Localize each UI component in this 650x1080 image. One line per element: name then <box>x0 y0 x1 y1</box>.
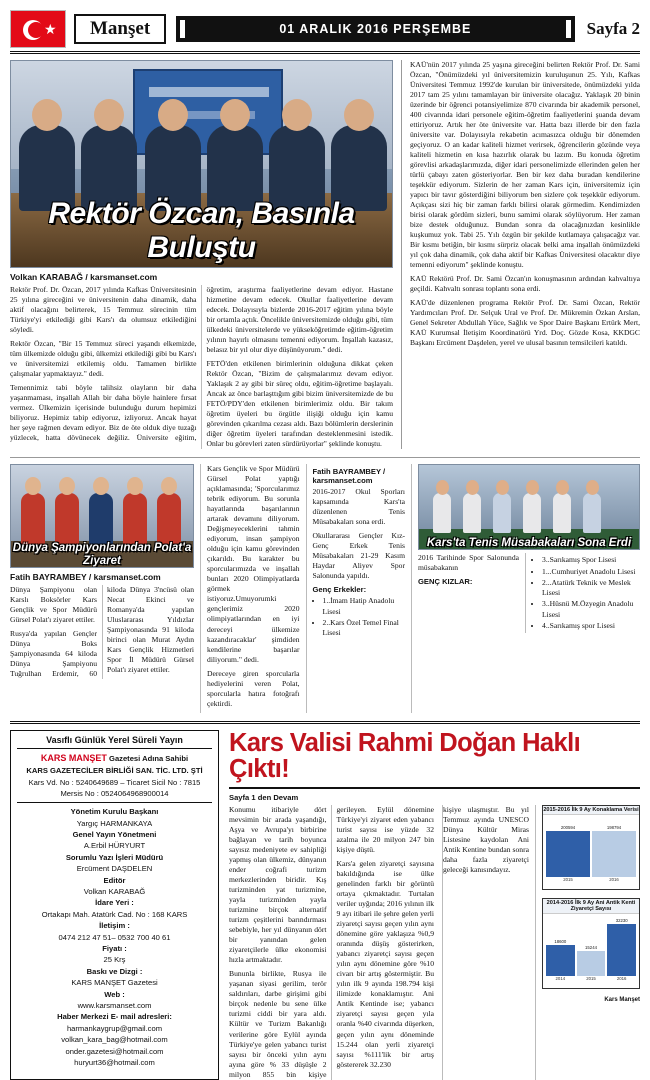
tenis-body: Okullararası Gençler Kız- Genç Erkek Tenis Müsabakaları 21-29 Kasım Haydar Aliyev Spor Salonunda yapıldı. <box>312 531 406 581</box>
lead-paragraph: KAÜ'nün 2017 yılında 25 yaşına gireceğini belirten Rektör Prof. Dr. Sami Özcan, "Önümüzdeki yıl üniversitemizin kuruluşunun 25. Yılı, Kafkas Üniversitesi Temmuz 1992'de kurulan bir üniversitede, önümüzdeki yılda 2017 tam 25 yılını tamamlayan bir üniversite olacağız. Yaklaşık 20 binin üzerinde bir öğrenci potansiyelimize 870 civarında bir akademik personel, 400 civarında idari personele eğitim-öğretim faaliyetlerini şuanda devam ettiriyoruz. Artık her öte üniversite var. Hatta bazı illerde bir den fazla üniversite var. Dolayısıyla rekabetin acımasızca olduğu bir dönemden geçiyoruz. O an kadar kaliteli hizmet verirsek, öğrencilerin gözünde veya kaliteli hizmetin en kısa hazırlık olarak bu lazım. Bu konuda öğretim görevlisi arkadaşlarımızda, diğer idari personelimizde ellerinden gelen her türlü çabayı zaten gösteriyorlar. Ben bir kez daha buradan kendilerine teşekkür ediyorum. Sizlerin de her zaman Kars için, üniversitemiz için yapıcı bir tavır gösterdiğini biliyorum ben sizlere çok teşekkür ediyorum. Açıkçası sizi hiç bir zaman farklı bilirsi olarak görmedim. Kendimizden birisi olarak gördüm sizleri, bunu samimi olarak söylüyorum. Her zaman bize destek olduğunuz. Bundan sonra da olacağınızdan kesinlikle kuşkumuz yok. Tabi 25. Yılı özgün bir şekilde kutlamaya çalışacağız var. Bir kısmı betiğin, bir kısmı sürpriz olacak belki ama inşallah önümüzdeki yıl çok daha dinamik, çok daha aktif bir Kafkas Üniversitesi olacaktır diye temenni ediyorum" şeklinde konuştu. <box>410 60 640 270</box>
page-number: Sayfa 2 <box>586 18 640 38</box>
chart-ani-ziyaretci <box>542 898 640 989</box>
imprint-title: Vasıflı Günlük Yerel Süreli Yayın <box>17 735 212 749</box>
imprint-contact-label: Haber Merkezi E- mail adresleri: <box>57 1012 172 1022</box>
imprint-email[interactable]: volkan_kara_bag@hotmail.com <box>61 1035 168 1045</box>
chart-konaklama <box>542 805 640 890</box>
polat-photo <box>10 464 194 568</box>
bar-value: 15244 <box>585 944 597 950</box>
lead-story <box>10 60 640 449</box>
bar-value: 198794 <box>606 825 622 831</box>
bar-value: 200594 <box>560 824 576 830</box>
genc-kizlar-label: GENÇ KIZLAR: <box>418 577 473 587</box>
polat-quote: Kars Gençlik ve Spor Müdürü Gürsel Polat yaptığı açıklamasında; 'Sporcularımız tebrik ediyorum. Bu sorunla hayatlarında başarılarının artarak devamını diliyorum. Değişmeyeceklerini tahmin ediyorum, insan şampiyon olduğu için kamu görevinden çıkarıldı. Bu karakter bu sporcularımızda ve inşallah bunları 2020 Olimpiyatlarda görmek istiyoruz.Umuyorumki gençlerimiz 2020 olimpiyatlarından en iyi dereceyi ülkemize kazandıracaklar' şimdiden kendilerine başarılar diliyorum." dedi. <box>207 464 300 664</box>
list-item: • 2..Kars Özel Temel Final Lisesi <box>323 618 406 639</box>
imprint-role-label: Web : <box>104 989 125 999</box>
lead-photo <box>10 60 393 268</box>
imprint-role-label: Sorumlu Yazı İşleri Müdürü <box>65 852 164 862</box>
list-item: • 4..Sarıkamış spor Lisesi <box>542 621 640 631</box>
imprint-role-label: Baskı ve Dizgi : <box>86 966 143 976</box>
tenis-byline: Fatih BAYRAMBEY / karsmanset.com <box>312 467 386 486</box>
bottom-section <box>10 721 640 1080</box>
imprint-role-value: KARS MANŞET Gazetesi <box>71 978 158 988</box>
issue-date: 01 ARALIK 2016 PERŞEMBE <box>176 16 574 42</box>
imprint-tax: Kars Vd. No : 5240649689 – Ticaret Sicil No : 7815 <box>28 777 201 787</box>
imprint-role-value: Yargıç HARMANKAYA <box>76 818 153 828</box>
vali-headline: Kars Valisi Rahmi Doğan Haklı Çıktı! <box>229 730 640 790</box>
nameplate: Manşet <box>74 14 166 44</box>
imprint-role-label: Editör <box>103 875 126 885</box>
story-polat-continued <box>201 464 307 712</box>
polat-byline: Fatih BAYRAMBEY / karsmanset.com <box>10 572 161 583</box>
axis-tick-label: 2016 <box>616 976 627 982</box>
vali-paragraph: kişiye ulaşmıştır. Bu yıl Temmuz ayında UNESCO Dünya Kültür Miras Listesine kaydolan Ani Antik Kentine bundan sonra daha fazla ziyaretçi geleceği kanısındayız. <box>443 805 529 875</box>
story-polat <box>10 464 201 712</box>
lead-paragraph: FETÖ'den etkilenen birimlerinin olduğuna dikkat çeken Rektör Özcan, "Bizim de çalışmalarımız devam ediyor. Yaklaşık 2 ay gibi bir süreç oldu, eğitim-öğretime başlayalı. Ancak az önce barlaşttığım gibi bizim üniversitemizde de bu FETÖ/PDY'den etkilenen birimlerimiz oldu. Bir takım öğretim üyeleri bu örgütle ilişiği olduğu için kamu görevinden çıkarılma cezası aldı. Bazı bölümlerin derslerinin diğer öğretim üyeleri tarafından desteklenmesini istedik. Onlar bu görevleri zaten sürdürüyorlar" şeklinde konuştu. <box>206 359 393 449</box>
list-item: • 1..İmam Hatip Anadolu Lisesi <box>323 596 406 617</box>
axis-tick-label: 2014 <box>555 976 566 982</box>
imprint-owner-brand: KARS MANŞET <box>40 752 107 763</box>
vali-jumpline: Sayfa 1 den Devam <box>229 793 299 803</box>
axis-tick-label: 2016 <box>609 877 619 883</box>
masthead <box>10 8 640 54</box>
chart-title: 2015-2016 İlk 9 Ay Konaklama Verisi <box>543 807 639 814</box>
axis-tick-label: 2015 <box>586 976 596 982</box>
turkish-flag-icon: ★ <box>10 10 66 48</box>
secondary-stories <box>10 457 640 712</box>
lead-headline: Rektör Özcan, Basınla Buluştu <box>48 197 355 264</box>
imprint-email[interactable]: harmankaygrup@gmail.com <box>66 1023 163 1033</box>
imprint-email[interactable]: onder.gazetesi@hotmail.com <box>65 1046 164 1056</box>
lead-paragraph: Rektör Özcan, "Bir 15 Temmuz süreci yaşandı elkemizde, tüm ülkemizde olduğu gibi, ülkemizi etkilediği gibi bu Kars'ı ve üniversitemizi etkilemiş oldu. Tamamen birlikte çalışmalar yapmaktayız." dedi. <box>10 339 197 379</box>
tenis-results-label: Genç Erkekler: <box>312 585 367 595</box>
imprint-company: KARS GAZETECİLER BİRLİĞİ SAN. TİC. LTD. ŞTİ <box>26 766 203 776</box>
lead-paragraph: Rektör Prof. Dr. Özcan, 2017 yılında Kafkas Üniversitesinin 25 yılına gireceğini ve üniversitenin daha dinamik, daha aktif olacağını belirterek, 15 Temmuz sürecinin tüm Türkiye'yi etkilediği gibi Kars'ı da olumsuz etkilediğini söyledi. <box>10 285 197 335</box>
genc-kizlar-list <box>542 555 640 631</box>
polat-paragraph: Dünya Şampiyonu olan Karslı Boksörler Kars Gençlik ve Spor Müdürü Gürsel Polat'ı ziyaret ettiler. <box>10 585 97 625</box>
imprint-role-label: Genel Yayın Yönetmeni <box>72 830 157 840</box>
tenis-detail: 2016 Tarihinde Spor Salonunda müsabakanın <box>418 553 520 573</box>
lead-paragraph: Temennimiz tabi böyle talihsiz olayların bir daha yaşanmaması, inşallah Allah bir daha böyle hainlere fırsat vermez. Ülkemizin içerisinde bulunduğu durum hepimizi biliyoruz. Hepimiz tabip ediyoruz, izliyoruz. Ancak hayat her şeye rağmen devam ediyor. Biz de öte olduk diye tuzağı yüzlecek, hatta dövünecek değiliz. Üniversite eğitim, öğretim, araştırma faaliyetlerine devam ediyor. Hastane hizmetine devam edecek. Okullar faaliyetlerine devam edecek. Dolayısıyla bizlerde 2016-2017 eğitim yılına böyle bir ortamla açtık. Öncelikle üniversitemizde olduğu gibi, tüm ülkedeki üniversitelerde ve yükseköğretimde eğitim-öğretim yılının hayırlı olmasını temenni ediyorum. İnşallah kazasız, belasız bir yıl olur diye düşünüyorum." dedi. <box>10 285 393 443</box>
imprint-role-value: Volkan KARABAĞ <box>83 887 146 897</box>
bar-value: 18600 <box>554 939 567 945</box>
story-tenis-text <box>307 464 413 712</box>
list-item: • 3..Hüsnü M.Özyegin Anadolu Lisesi <box>542 599 640 620</box>
tenis-photo <box>418 464 640 550</box>
lead-paragraph: KAÜ'de düzenlenen programa Rektör Prof. Dr. Sami Özcan, Rektör Yardımcıları Prof. Dr. Selçuk Ural ve Prof. Dr. Mükremin Özkan Arslan, Genel Sekreter Abdullah Yüce, Sağlık ve Spor Daire Başkanı Ertürk Mert, KAÜ Kurumsal İletişim Koordinatörü Yrd. Doç. Gözde Kosa, KKDGC Başkanı Ercüment Daşdelen, yerel ve ulusal basının temsilcileri katıldı. <box>410 298 640 348</box>
imprint-owner-rest: Gazetesi Adına Sahibi <box>109 753 189 763</box>
tenis-results-list <box>323 596 406 638</box>
imprint-role-value: 25 Krş <box>103 955 126 965</box>
polat-closing: Dereceye giren sporcularla hediyelerini veren Polat, sporcularla hatıra fotoğrafı çektirdi. <box>207 668 300 708</box>
imprint-role-label: İletişim : <box>99 921 130 931</box>
lead-byline: Volkan KARABAĞ / karsmanset.com <box>10 272 158 282</box>
polat-paragraph: Rusya'da yapılan Gençler Dünya Boks Şampiyonasında 64 kiloda Dünya Şampiyonu Tuğrulhan Erdemir, 60 kiloda Dünya 3'ncüsü olan Necat Ekinci ve Romanya'da yapılan Uluslararası Yıldızlar Şampiyonasında 91 kiloda birinci olan Murat Aydın Kars Gençlik Hizmetleri Spor İl Müdürü Gürsel Polat'ı ziyaret ettiler. <box>10 585 194 679</box>
imprint-box <box>10 730 219 1080</box>
imprint-role-value: 0474 212 47 51– 0532 700 40 61 <box>58 932 171 942</box>
story-vali <box>219 730 640 1080</box>
tenis-lead: 2016-2017 Okul Sporları kapsamında Kars'ta düzenlenen Tenis Müsabakaları sona erdi. <box>312 487 406 527</box>
chart-credit: Kars Manşet <box>604 997 640 1004</box>
imprint-role-label: Fiyatı : <box>102 943 127 953</box>
lead-paragraph: KAÜ Rektörü Prof. Dr. Sami Özcan'ın konuşmasının ardından kahvaltıya geçildi. Kahvaltı sonrası toplantı sona erdi. <box>410 274 640 294</box>
chart-title: 2014-2016 İlk 9 Ay Ani Antik Kenti Ziyaretçi Sayısı <box>543 899 639 914</box>
imprint-role-value: Ercüment DAŞDELEN <box>76 864 153 874</box>
vali-paragraph: Konumu itibariyle dört mevsimin bir arada yaşandığı, Aşya ve Avrupa'yı birbirine bağlayan ve tarih boyunca sayısız medeniyete ev sahipliği yapmış olan ülkemiz, dünyanın ender coğrafi turizm merkezlerinden biridir. Kış turizminden yat turizmine, yayla turizminden yayla turizmine birçok alternatif turizm çeşitlerini barındırması sebebiyle, her yıl dünyanın dört bir yanından gelen ziyaretçilerle ülke ekonomisi hızla artmaktadır. <box>229 805 327 965</box>
imprint-email[interactable]: huryurt36@hotmail.com <box>74 1057 155 1067</box>
list-item: • 2...Atatürk Teknik ve Meslek Lisesi <box>542 578 640 599</box>
list-item: • 3..Sarıkamış Spor Lisesi <box>542 555 640 565</box>
vali-paragraph: Bununla birlikte, Rusya ile yaşanan siyasi gerilim, terör saldırıları, darbe girişimi gibi birçok nedenle bu sene ülke turizmi ciddi bir yara aldı. Kültür ve Turizm Bakanlığı verilerine göre Eylül ayında Türkiye'ye gelen yabancı turist sayısı bir önceki yılın aynı ayına göre % 33 düşüşle 2 milyon 855 bin kişiye gerileyen. Eylül dönemine Türkiye'yi ziyaret eden yabancı turist sayısı ise yüzde 32 azalma ile 20 milyon 247 bin kişiye düştü. <box>229 805 434 1079</box>
imprint-role-label: Yönetim Kurulu Başkanı <box>70 807 159 817</box>
polat-caption: Dünya Şampiyonlarından Polat'a Ziyaret <box>12 541 192 567</box>
vali-paragraph: Kars'a gelen ziyaretçi sayısına bakıldığında ise ülke genelinden farklı bir görüntü ortaya çıkmaktadır. Turtalan veriler uyğında; 2016 yılının ilk 9 ayı itibari ile şehre gelen yerli ziyaretçi sayısı geçen yılın aynı dönemine göre yaklaşıza %0,9 oranında düşüş gösterirken, yabancı ziyaretçi sayısı geçen yılın aynı dönemine göre %10 civarı bir artış göstermiştir. Bu yılın ilk 9 ayında 198.794 kişi ilimizde konaklamıştır. Ani Antik Kentinde ise; yabancı ziyaretçi sayısı geçen yıla oranla %40 civarında düşerken, geçen yılın aynı döneminde 15.244 olan yerli ziyaretçi sayısı %111'lik bir artış göstererek 32.230 <box>336 859 434 1069</box>
imprint-mersis: Mersis No : 0524064968900014 <box>60 788 169 798</box>
imprint-website[interactable]: www.karsmanset.com <box>77 1000 152 1010</box>
story-tenis <box>412 464 640 712</box>
imprint-role-value: A.Erbil HÜRYURT <box>83 841 146 851</box>
list-item: • 1...Cumhuriyet Anadolu Lisesi <box>542 567 640 577</box>
tenis-caption: Kars'ta Tenis Müsabakaları Sona Erdi <box>426 536 632 549</box>
axis-tick-label: 2015 <box>563 877 573 883</box>
bar-value: 32230 <box>615 918 628 924</box>
imprint-role-label: İdare Yeri : <box>95 898 134 908</box>
charts-column <box>536 805 640 1079</box>
imprint-role-value: Ortakapı Mah. Atatürk Cad. No : 168 KARS <box>41 909 188 919</box>
